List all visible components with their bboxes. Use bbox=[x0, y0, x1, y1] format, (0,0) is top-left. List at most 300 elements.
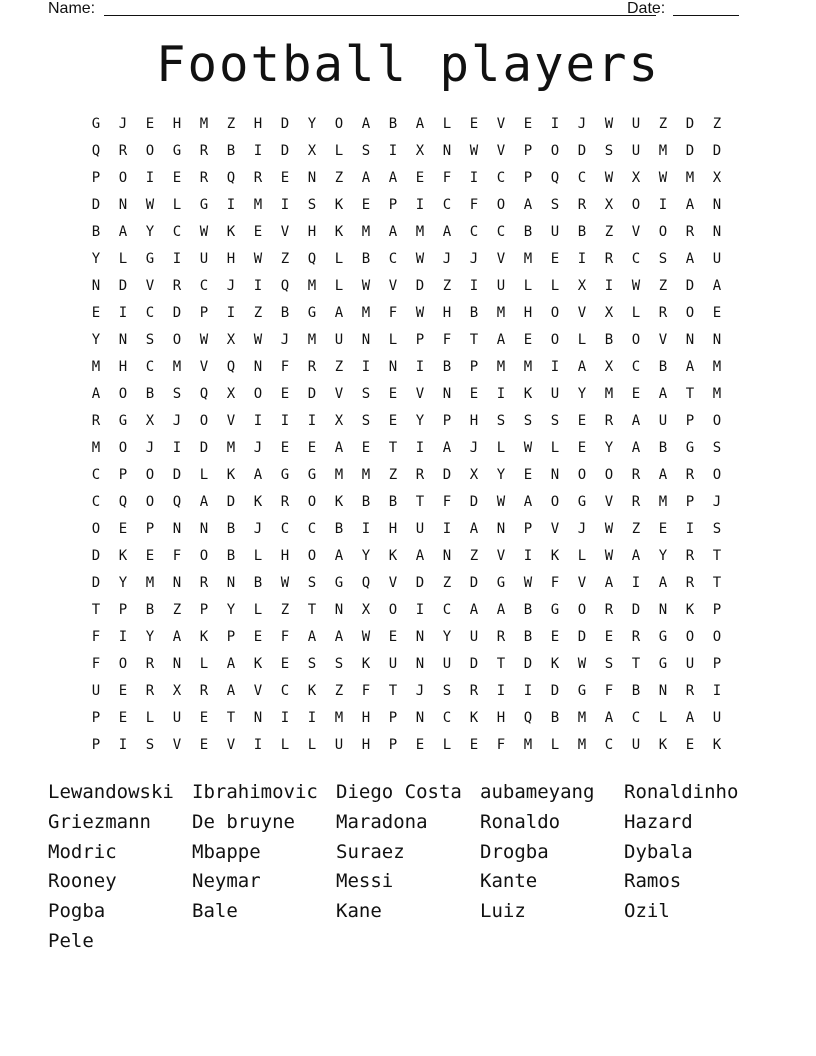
grid-letter: Q bbox=[307, 251, 317, 267]
grid-letter: E bbox=[523, 332, 533, 348]
word-list-item: Diego Costa bbox=[336, 781, 462, 803]
grid-letter: V bbox=[496, 251, 506, 267]
grid-letter: V bbox=[496, 116, 506, 132]
grid-letter: N bbox=[91, 278, 101, 294]
grid-letter: B bbox=[523, 224, 533, 240]
grid-letter: K bbox=[361, 656, 371, 672]
grid-letter: E bbox=[388, 386, 398, 402]
grid-letter: E bbox=[118, 683, 128, 699]
grid-letter: O bbox=[118, 656, 128, 672]
grid-letter: M bbox=[253, 197, 263, 213]
grid-letter: Y bbox=[442, 629, 452, 645]
grid-letter: A bbox=[496, 602, 506, 618]
grid-letter: T bbox=[469, 332, 479, 348]
grid-letter: R bbox=[118, 143, 128, 159]
grid-letter: Q bbox=[118, 494, 128, 510]
grid-letter: P bbox=[685, 494, 695, 510]
grid-letter: I bbox=[658, 197, 668, 213]
grid-letter: M bbox=[199, 116, 209, 132]
grid-letter: U bbox=[658, 413, 668, 429]
grid-letter: P bbox=[712, 656, 722, 672]
grid-letter: C bbox=[631, 251, 641, 267]
grid-letter: U bbox=[550, 224, 560, 240]
grid-letter: V bbox=[496, 548, 506, 564]
grid-letter: C bbox=[91, 467, 101, 483]
grid-letter: I bbox=[415, 197, 425, 213]
grid-row bbox=[84, 570, 732, 597]
word-list-item: Kante bbox=[480, 870, 538, 893]
grid-letter: W bbox=[523, 575, 533, 591]
grid-letter: D bbox=[118, 278, 128, 294]
grid-letter: D bbox=[712, 143, 722, 159]
grid-letter: S bbox=[550, 413, 560, 429]
grid-letter: E bbox=[361, 440, 371, 456]
grid-letter: E bbox=[577, 413, 587, 429]
grid-letter: J bbox=[415, 683, 425, 699]
grid-letter: Y bbox=[658, 548, 668, 564]
grid-letter: R bbox=[685, 548, 695, 564]
grid-letter: I bbox=[253, 737, 263, 753]
grid-letter: V bbox=[253, 683, 263, 699]
grid-letter: A bbox=[469, 521, 479, 537]
word-list-item: Griezmann bbox=[48, 810, 151, 833]
grid-letter: O bbox=[145, 143, 155, 159]
name-field[interactable] bbox=[104, 0, 656, 16]
grid-letter: O bbox=[199, 548, 209, 564]
grid-letter: P bbox=[199, 602, 209, 618]
grid-row bbox=[84, 651, 732, 678]
grid-letter: G bbox=[658, 656, 668, 672]
grid-letter: F bbox=[388, 305, 398, 321]
grid-letter: O bbox=[118, 170, 128, 186]
grid-letter: C bbox=[91, 494, 101, 510]
word-list-item: Ramos bbox=[624, 870, 682, 893]
grid-letter: O bbox=[145, 467, 155, 483]
grid-letter: W bbox=[604, 170, 614, 186]
grid-letter: G bbox=[307, 305, 317, 321]
grid-letter: I bbox=[631, 575, 641, 591]
grid-letter: H bbox=[469, 413, 479, 429]
grid-letter: V bbox=[145, 278, 155, 294]
grid-row bbox=[84, 381, 732, 408]
grid-letter: G bbox=[118, 413, 128, 429]
grid-letter: N bbox=[712, 332, 722, 348]
grid-letter: N bbox=[415, 656, 425, 672]
grid-letter: K bbox=[226, 224, 236, 240]
grid-letter: I bbox=[118, 305, 128, 321]
grid-letter: D bbox=[577, 629, 587, 645]
grid-letter: G bbox=[658, 629, 668, 645]
grid-letter: X bbox=[577, 278, 587, 294]
grid-letter: K bbox=[226, 467, 236, 483]
grid-letter: U bbox=[388, 656, 398, 672]
grid-letter: J bbox=[469, 440, 479, 456]
grid-letter: W bbox=[145, 197, 155, 213]
grid-letter: O bbox=[577, 467, 587, 483]
grid-letter: G bbox=[91, 116, 101, 132]
grid-row bbox=[84, 732, 732, 759]
grid-letter: N bbox=[253, 359, 263, 375]
grid-letter: R bbox=[604, 251, 614, 267]
grid-letter: C bbox=[388, 251, 398, 267]
grid-letter: O bbox=[658, 224, 668, 240]
grid-letter: W bbox=[631, 278, 641, 294]
grid-letter: X bbox=[172, 683, 182, 699]
grid-letter: Q bbox=[226, 359, 236, 375]
grid-letter: R bbox=[145, 656, 155, 672]
grid-letter: N bbox=[712, 224, 722, 240]
grid-letter: W bbox=[199, 224, 209, 240]
grid-row bbox=[84, 219, 732, 246]
grid-letter: O bbox=[712, 629, 722, 645]
grid-letter: M bbox=[577, 710, 587, 726]
grid-letter: E bbox=[415, 737, 425, 753]
grid-letter: F bbox=[91, 629, 101, 645]
grid-letter: U bbox=[712, 710, 722, 726]
grid-letter: Y bbox=[145, 224, 155, 240]
word-list-item: Maradona bbox=[336, 810, 428, 833]
grid-letter: X bbox=[712, 170, 722, 186]
grid-letter: B bbox=[388, 494, 398, 510]
grid-letter: P bbox=[388, 710, 398, 726]
grid-row bbox=[84, 678, 732, 705]
grid-letter: N bbox=[442, 386, 452, 402]
grid-letter: C bbox=[442, 197, 452, 213]
grid-letter: J bbox=[712, 494, 722, 510]
grid-letter: E bbox=[523, 467, 533, 483]
grid-letter: V bbox=[388, 278, 398, 294]
grid-letter: K bbox=[199, 629, 209, 645]
grid-letter: E bbox=[172, 170, 182, 186]
grid-row bbox=[84, 273, 732, 300]
grid-letter: F bbox=[172, 548, 182, 564]
grid-letter: V bbox=[388, 575, 398, 591]
grid-letter: V bbox=[604, 494, 614, 510]
word-search-grid bbox=[84, 111, 732, 759]
grid-letter: V bbox=[577, 575, 587, 591]
grid-letter: M bbox=[658, 494, 668, 510]
grid-letter: E bbox=[523, 116, 533, 132]
grid-letter: B bbox=[469, 305, 479, 321]
grid-letter: V bbox=[172, 737, 182, 753]
grid-letter: O bbox=[550, 143, 560, 159]
grid-letter: O bbox=[118, 440, 128, 456]
grid-letter: N bbox=[199, 521, 209, 537]
grid-letter: E bbox=[145, 116, 155, 132]
grid-letter: U bbox=[442, 656, 452, 672]
grid-letter: I bbox=[415, 602, 425, 618]
grid-letter: M bbox=[496, 359, 506, 375]
grid-letter: A bbox=[334, 440, 344, 456]
grid-letter: N bbox=[415, 710, 425, 726]
grid-letter: I bbox=[118, 629, 128, 645]
grid-letter: M bbox=[604, 386, 614, 402]
grid-letter: S bbox=[712, 521, 722, 537]
grid-letter: Y bbox=[226, 602, 236, 618]
grid-letter: X bbox=[631, 170, 641, 186]
grid-letter: I bbox=[253, 278, 263, 294]
grid-letter: C bbox=[631, 359, 641, 375]
grid-letter: R bbox=[199, 683, 209, 699]
grid-letter: A bbox=[631, 548, 641, 564]
grid-letter: I bbox=[307, 413, 317, 429]
grid-letter: G bbox=[496, 575, 506, 591]
grid-letter: L bbox=[523, 278, 533, 294]
date-field[interactable] bbox=[673, 0, 739, 16]
grid-letter: Q bbox=[361, 575, 371, 591]
grid-letter: C bbox=[442, 602, 452, 618]
grid-letter: O bbox=[334, 116, 344, 132]
grid-letter: B bbox=[604, 332, 614, 348]
grid-letter: T bbox=[631, 656, 641, 672]
grid-letter: J bbox=[577, 116, 587, 132]
grid-letter: V bbox=[226, 413, 236, 429]
grid-letter: K bbox=[523, 386, 533, 402]
grid-letter: L bbox=[577, 548, 587, 564]
grid-letter: G bbox=[280, 467, 290, 483]
grid-letter: S bbox=[145, 737, 155, 753]
grid-letter: D bbox=[280, 143, 290, 159]
grid-letter: A bbox=[685, 359, 695, 375]
grid-letter: R bbox=[577, 197, 587, 213]
grid-letter: F bbox=[442, 332, 452, 348]
grid-letter: A bbox=[361, 170, 371, 186]
grid-letter: U bbox=[199, 251, 209, 267]
grid-letter: B bbox=[631, 683, 641, 699]
grid-letter: R bbox=[631, 629, 641, 645]
grid-letter: O bbox=[550, 305, 560, 321]
grid-letter: S bbox=[361, 386, 371, 402]
grid-letter: Z bbox=[280, 251, 290, 267]
grid-letter: I bbox=[280, 413, 290, 429]
grid-letter: D bbox=[91, 548, 101, 564]
grid-letter: U bbox=[496, 278, 506, 294]
word-list-item: Mbappe bbox=[192, 840, 261, 863]
grid-letter: L bbox=[550, 737, 560, 753]
grid-letter: C bbox=[199, 278, 209, 294]
grid-letter: A bbox=[91, 386, 101, 402]
grid-letter: N bbox=[712, 197, 722, 213]
grid-letter: L bbox=[145, 710, 155, 726]
grid-letter: B bbox=[334, 521, 344, 537]
grid-letter: I bbox=[118, 737, 128, 753]
grid-row bbox=[84, 489, 732, 516]
grid-letter: A bbox=[712, 278, 722, 294]
grid-letter: W bbox=[658, 170, 668, 186]
grid-letter: W bbox=[199, 332, 209, 348]
grid-letter: N bbox=[253, 710, 263, 726]
grid-letter: M bbox=[577, 737, 587, 753]
grid-letter: G bbox=[334, 575, 344, 591]
grid-letter: U bbox=[334, 737, 344, 753]
grid-letter: A bbox=[415, 116, 425, 132]
grid-letter: J bbox=[280, 332, 290, 348]
grid-letter: I bbox=[550, 116, 560, 132]
grid-letter: B bbox=[442, 359, 452, 375]
grid-letter: U bbox=[631, 116, 641, 132]
grid-letter: Z bbox=[226, 116, 236, 132]
grid-letter: O bbox=[199, 413, 209, 429]
grid-letter: T bbox=[226, 710, 236, 726]
grid-letter: E bbox=[280, 440, 290, 456]
grid-letter: B bbox=[91, 224, 101, 240]
grid-letter: N bbox=[307, 170, 317, 186]
grid-letter: I bbox=[361, 521, 371, 537]
word-list-item: Modric bbox=[48, 840, 117, 863]
grid-letter: L bbox=[172, 197, 182, 213]
grid-letter: T bbox=[388, 683, 398, 699]
grid-letter: P bbox=[523, 170, 533, 186]
grid-letter: D bbox=[442, 467, 452, 483]
grid-letter: P bbox=[91, 737, 101, 753]
grid-row bbox=[84, 165, 732, 192]
grid-letter: H bbox=[361, 737, 371, 753]
grid-letter: R bbox=[469, 683, 479, 699]
grid-letter: G bbox=[199, 197, 209, 213]
grid-letter: S bbox=[307, 197, 317, 213]
grid-letter: W bbox=[253, 332, 263, 348]
grid-letter: R bbox=[253, 170, 263, 186]
grid-letter: D bbox=[469, 656, 479, 672]
grid-letter: K bbox=[253, 494, 263, 510]
grid-letter: Y bbox=[604, 440, 614, 456]
grid-letter: B bbox=[361, 494, 371, 510]
grid-letter: I bbox=[577, 251, 587, 267]
grid-letter: E bbox=[415, 170, 425, 186]
grid-letter: A bbox=[199, 494, 209, 510]
grid-letter: L bbox=[442, 737, 452, 753]
grid-letter: B bbox=[226, 548, 236, 564]
grid-letter: N bbox=[226, 575, 236, 591]
grid-letter: P bbox=[523, 521, 533, 537]
grid-letter: E bbox=[253, 224, 263, 240]
grid-letter: K bbox=[550, 548, 560, 564]
grid-letter: I bbox=[226, 305, 236, 321]
grid-letter: D bbox=[469, 575, 479, 591]
grid-letter: M bbox=[91, 440, 101, 456]
grid-letter: P bbox=[469, 359, 479, 375]
grid-letter: F bbox=[361, 683, 371, 699]
grid-letter: Y bbox=[307, 116, 317, 132]
grid-letter: T bbox=[91, 602, 101, 618]
grid-letter: D bbox=[91, 197, 101, 213]
grid-letter: B bbox=[145, 386, 155, 402]
grid-letter: I bbox=[388, 143, 398, 159]
grid-letter: I bbox=[280, 197, 290, 213]
grid-letter: K bbox=[388, 548, 398, 564]
grid-letter: F bbox=[496, 737, 506, 753]
grid-letter: N bbox=[658, 602, 668, 618]
grid-letter: G bbox=[577, 683, 587, 699]
grid-letter: N bbox=[172, 575, 182, 591]
grid-letter: M bbox=[712, 359, 722, 375]
grid-letter: J bbox=[442, 251, 452, 267]
grid-letter: H bbox=[388, 521, 398, 537]
grid-letter: F bbox=[280, 359, 290, 375]
grid-letter: D bbox=[631, 602, 641, 618]
grid-letter: Z bbox=[253, 305, 263, 321]
grid-letter: K bbox=[334, 224, 344, 240]
grid-letter: B bbox=[577, 224, 587, 240]
grid-letter: U bbox=[685, 656, 695, 672]
grid-letter: L bbox=[253, 548, 263, 564]
grid-letter: E bbox=[550, 629, 560, 645]
grid-letter: D bbox=[226, 494, 236, 510]
grid-letter: O bbox=[91, 521, 101, 537]
grid-letter: G bbox=[172, 143, 182, 159]
grid-letter: K bbox=[712, 737, 722, 753]
grid-letter: H bbox=[172, 116, 182, 132]
grid-letter: M bbox=[712, 386, 722, 402]
grid-letter: V bbox=[631, 224, 641, 240]
grid-letter: N bbox=[172, 656, 182, 672]
grid-letter: U bbox=[550, 386, 560, 402]
grid-letter: Z bbox=[658, 116, 668, 132]
grid-letter: K bbox=[118, 548, 128, 564]
grid-letter: A bbox=[361, 116, 371, 132]
grid-letter: I bbox=[685, 521, 695, 537]
grid-row bbox=[84, 462, 732, 489]
grid-letter: B bbox=[388, 116, 398, 132]
grid-letter: C bbox=[496, 170, 506, 186]
grid-letter: M bbox=[523, 251, 533, 267]
grid-letter: D bbox=[172, 305, 182, 321]
grid-letter: I bbox=[361, 359, 371, 375]
grid-letter: U bbox=[469, 629, 479, 645]
grid-letter: A bbox=[631, 440, 641, 456]
grid-letter: A bbox=[307, 629, 317, 645]
grid-letter: E bbox=[577, 440, 587, 456]
grid-letter: C bbox=[280, 521, 290, 537]
grid-letter: V bbox=[496, 143, 506, 159]
grid-letter: Q bbox=[523, 710, 533, 726]
grid-letter: A bbox=[658, 386, 668, 402]
grid-letter: R bbox=[280, 494, 290, 510]
grid-letter: R bbox=[685, 683, 695, 699]
grid-letter: Z bbox=[334, 170, 344, 186]
grid-letter: C bbox=[307, 521, 317, 537]
grid-row bbox=[84, 597, 732, 624]
grid-letter: J bbox=[145, 440, 155, 456]
grid-letter: E bbox=[469, 737, 479, 753]
grid-letter: Y bbox=[577, 386, 587, 402]
grid-letter: O bbox=[550, 332, 560, 348]
grid-letter: O bbox=[631, 197, 641, 213]
grid-letter: N bbox=[685, 332, 695, 348]
grid-letter: B bbox=[658, 359, 668, 375]
grid-letter: A bbox=[523, 197, 533, 213]
grid-letter: M bbox=[361, 305, 371, 321]
grid-letter: X bbox=[226, 332, 236, 348]
grid-letter: B bbox=[280, 305, 290, 321]
grid-letter: O bbox=[712, 413, 722, 429]
grid-letter: H bbox=[253, 116, 263, 132]
grid-letter: T bbox=[685, 386, 695, 402]
grid-letter: M bbox=[307, 278, 317, 294]
grid-row bbox=[84, 246, 732, 273]
word-list-item: Pele bbox=[48, 930, 94, 952]
grid-letter: C bbox=[631, 710, 641, 726]
grid-letter: R bbox=[631, 467, 641, 483]
grid-letter: B bbox=[226, 143, 236, 159]
grid-letter: A bbox=[658, 575, 668, 591]
grid-letter: B bbox=[523, 602, 533, 618]
grid-letter: I bbox=[496, 386, 506, 402]
grid-letter: I bbox=[523, 548, 533, 564]
grid-letter: P bbox=[388, 737, 398, 753]
grid-letter: R bbox=[631, 494, 641, 510]
grid-letter: X bbox=[604, 197, 614, 213]
